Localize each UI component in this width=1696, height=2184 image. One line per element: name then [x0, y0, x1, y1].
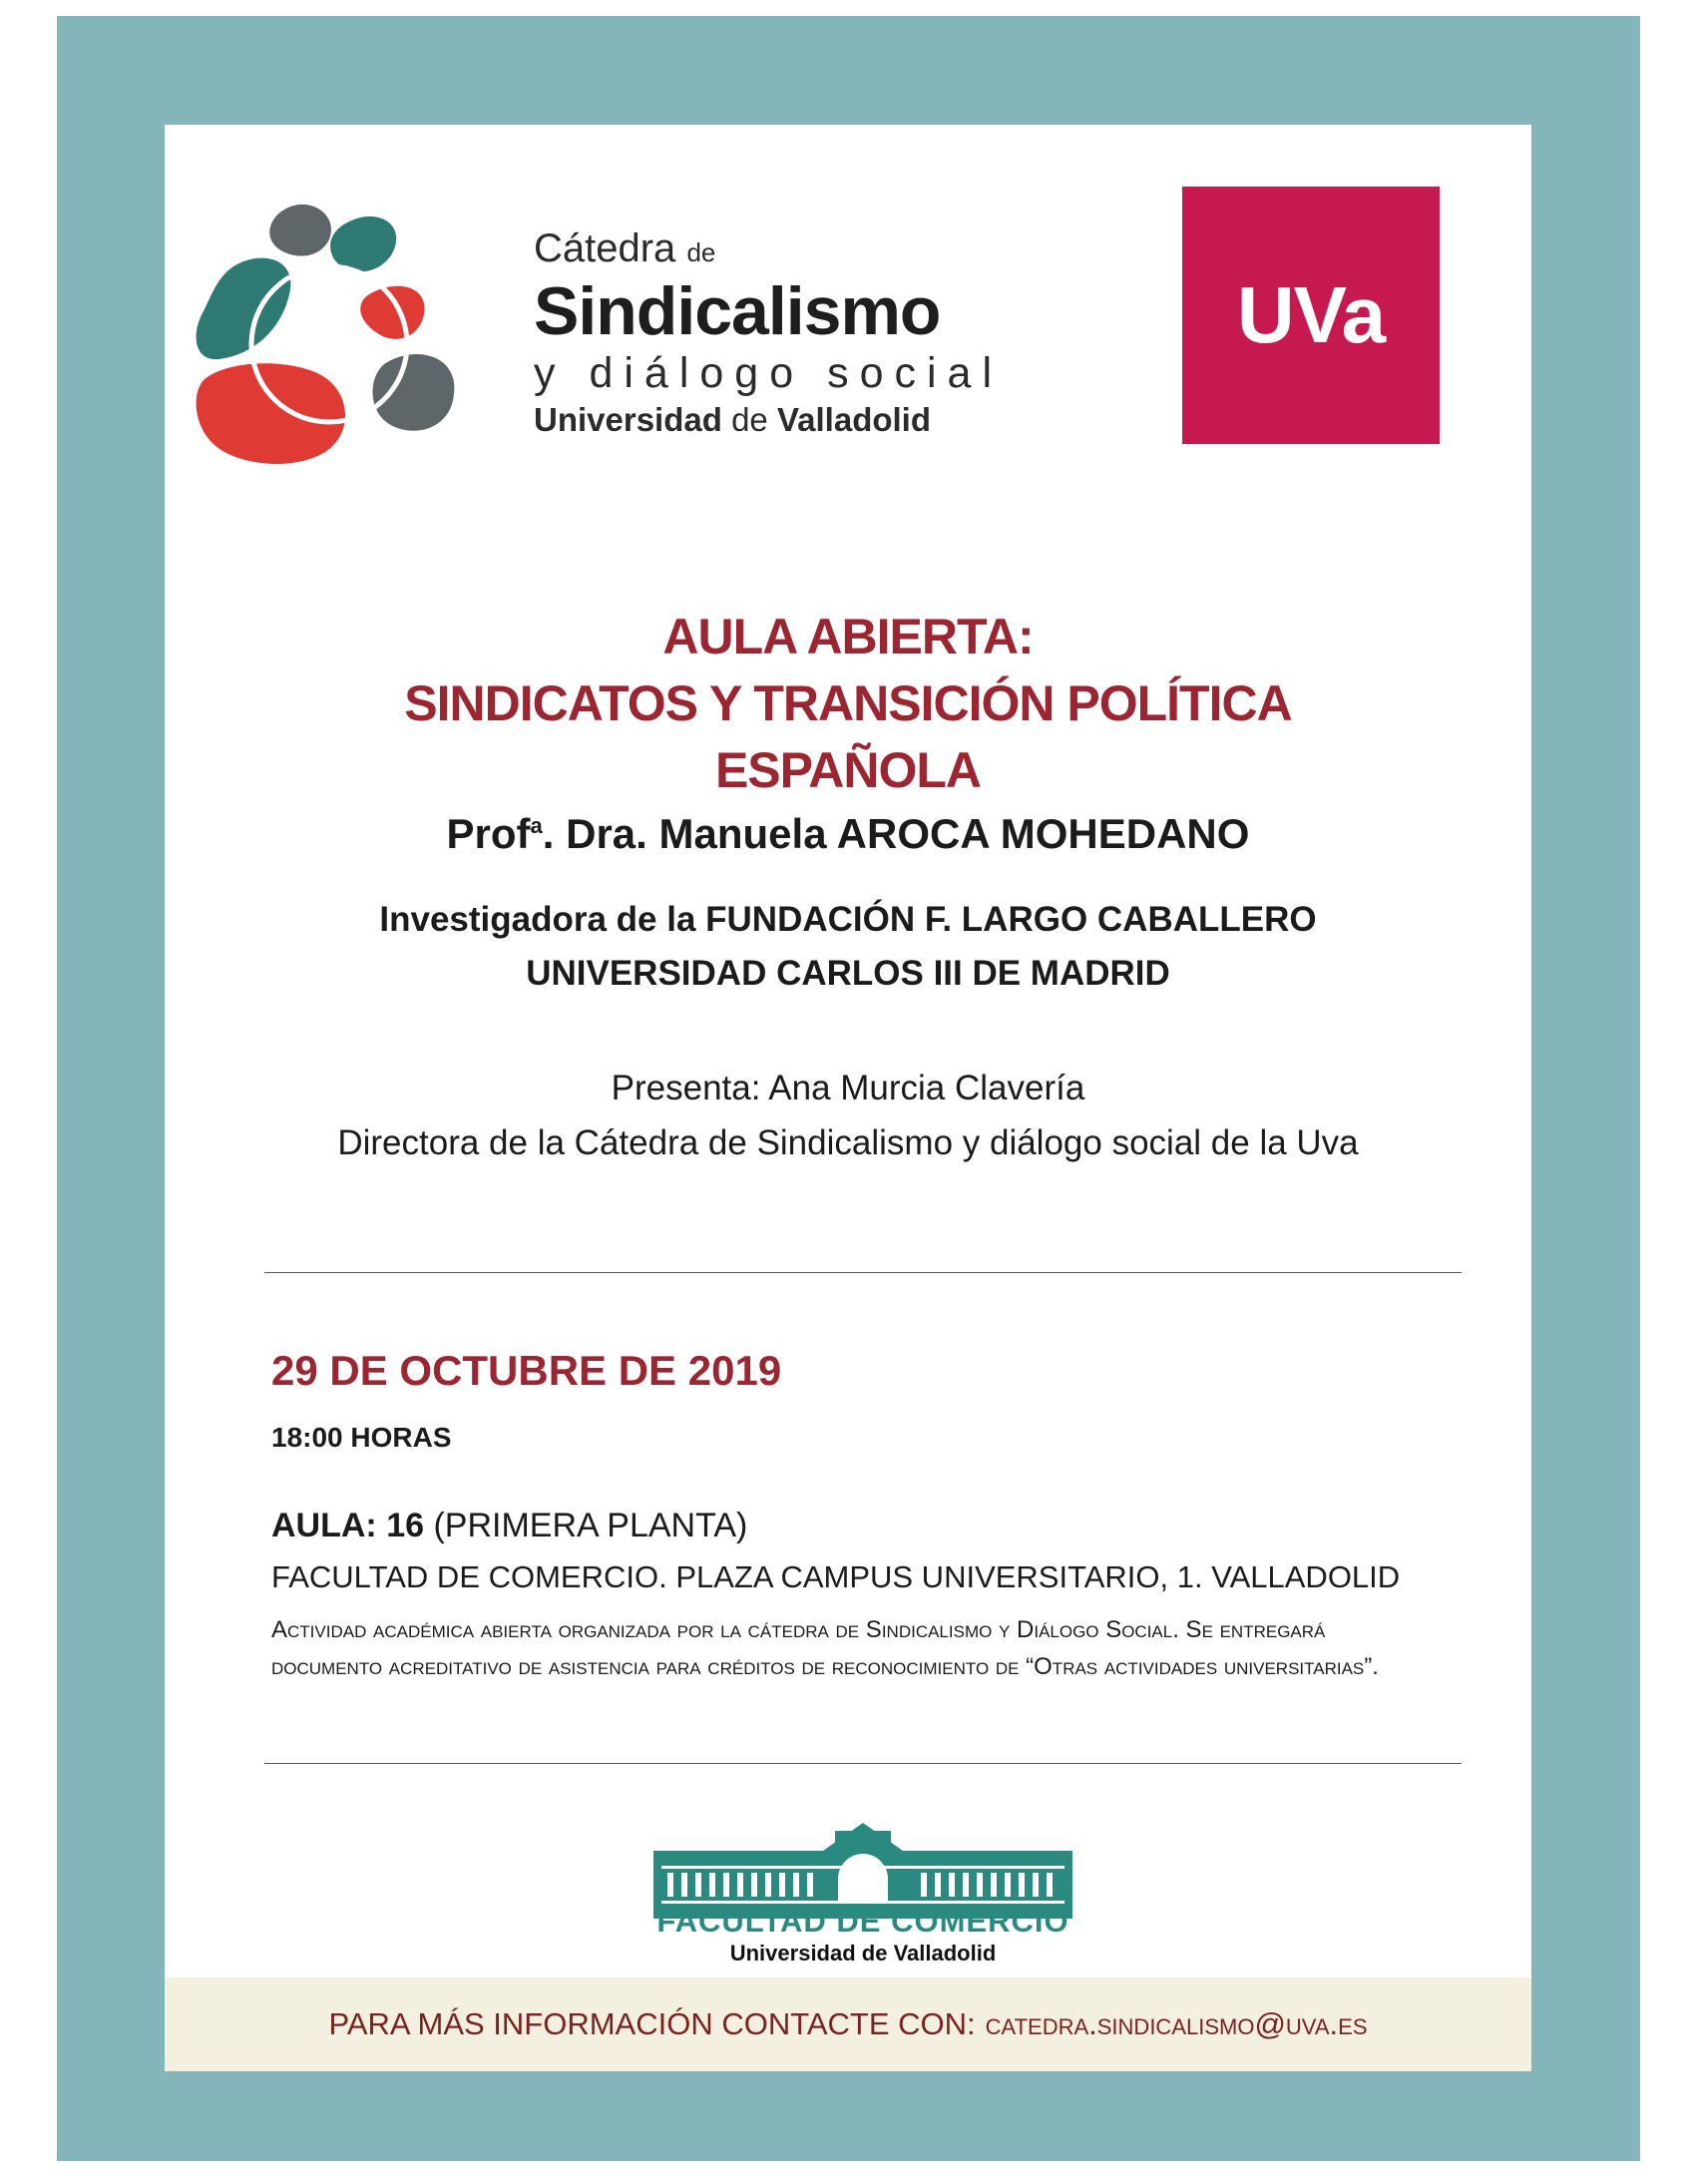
event-note: Actividad académica abierta organizada por la cátedra de Sindicalismo y Diálogo Social. Se entregará documento acreditativo de asistencia para créditos de reconocimiento de “Otras actividades universitarias”.	[271, 1616, 1379, 1680]
event-address: FACULTAD DE COMERCIO. PLAZA CAMPUS UNIVERSITARIO, 1. VALLADOLID	[271, 1559, 1401, 1594]
poster-card	[165, 125, 1531, 2071]
contact-footer	[165, 1977, 1531, 2071]
catedra-logo-text	[534, 224, 1053, 442]
presenter: Presenta: Ana Murcia Clavería Directora de la Cátedra de Sindicalismo y diálogo social de la Uva	[337, 1069, 1359, 1162]
event-time: 18:00 HORAS	[271, 1422, 452, 1453]
faculty-name: FACULTAD DE COMERCIO	[656, 1904, 1069, 1939]
catedra-emblem-icon	[190, 195, 479, 479]
faculty-university: Universidad de Valladolid	[729, 1941, 997, 1966]
contact-label: PARA MÁS INFORMACIÓN CONTACTE CON:	[328, 2006, 976, 2041]
logo-line-sindicalismo: Sindicalismo	[534, 273, 941, 349]
speaker-affiliation: Investigadora de la FUNDACIÓN F. LARGO CABALLERO UNIVERSIDAD CARLOS III DE MADRID	[379, 900, 1317, 993]
contact-email[interactable]: catedra.sindicalismo@uva.es	[985, 2006, 1368, 2041]
event-date: 29 DE OCTUBRE DE 2019	[271, 1347, 782, 1394]
divider-top	[264, 1272, 1462, 1273]
logo-line-universidad: Universidad de Valladolid	[534, 401, 932, 438]
uva-logo: UVa	[1182, 187, 1440, 444]
event-title: AULA ABIERTA: SINDICATOS Y TRANSICIÓN POLÍTICA ESPAÑOLA	[404, 609, 1292, 798]
logo-line-catedra: Cátedra de	[534, 226, 716, 270]
logo-line-dialogo: y diálogo social	[534, 349, 1004, 397]
event-room: AULA: 16 (PRIMERA PLANTA)	[271, 1507, 748, 1544]
speaker-name: Prof$^a$. Dra. Manuela AROCA MOHEDANO	[446, 810, 1250, 857]
divider-bottom	[264, 1763, 1462, 1764]
